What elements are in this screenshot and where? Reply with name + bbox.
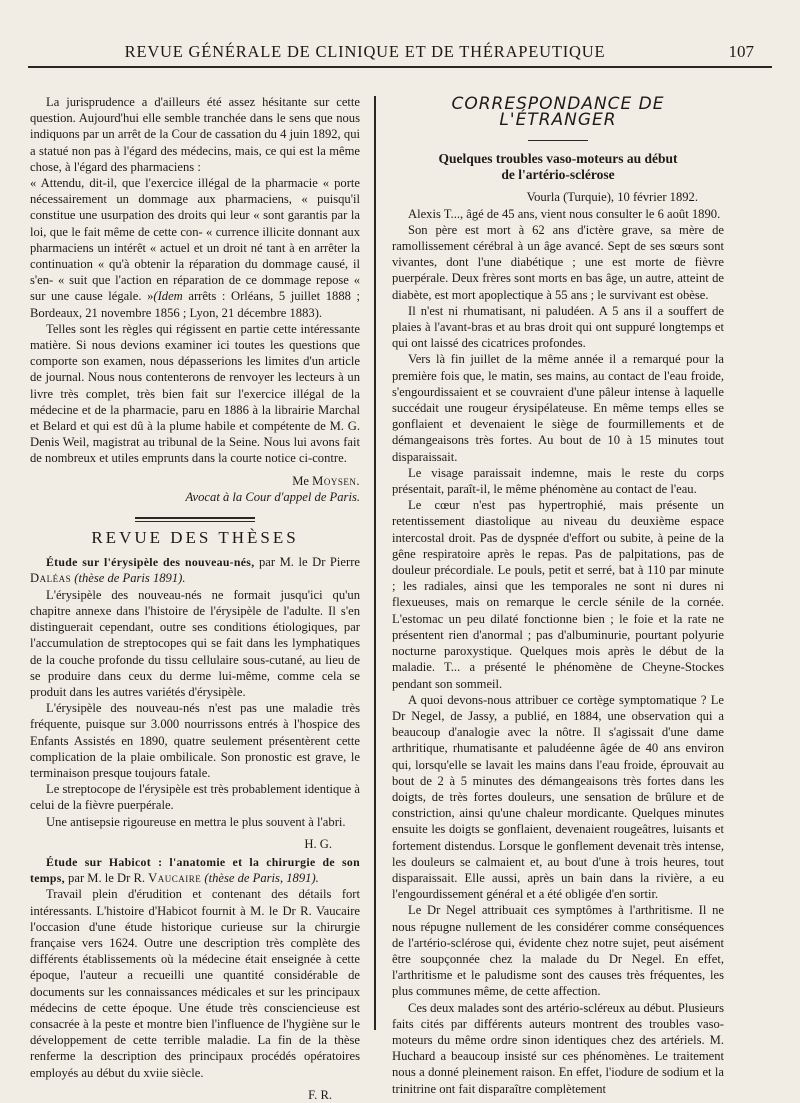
paragraph: Il n'est ni rhumatisant, ni paludéen. A 5 ans il a souffert de plaies à l'avant-bras et au bras droit qui ont suppuré longtemps et qui ont laissé des cicatrices profondes. bbox=[392, 303, 724, 351]
article-title-line-1: Quelques troubles vaso-moteurs au début bbox=[438, 151, 678, 167]
reviewer-initials: F. R. bbox=[308, 1087, 332, 1102]
article-title-line-2: de l'artério-sclérose bbox=[501, 167, 615, 183]
paragraph: L'érysipèle des nouveau-nés ne formait jusqu'ici qu'un chapitre annexe dans l'histoire de l'érysipèle de l'adulte. Il s'en distinguerait cependant, outre ses conditions étiologiques, par l'accumulation de streptocopes qui se fait dans les lymphatiques de la couche profonde du tissu cellulaire sous-cutané, au lieu de se produire dans ceux du derme lui-même, comme cela se produit dans les autres variétés d'érysipèle. bbox=[30, 587, 360, 699]
these-entry-2 bbox=[30, 854, 360, 886]
reviewer-initials: H. G. bbox=[304, 836, 332, 851]
these-ref: (thèse de Paris, 1891). bbox=[201, 871, 319, 886]
these-author: Daléas bbox=[30, 571, 72, 586]
running-title: REVUE GÉNÉRALE DE CLINIQUE ET DE THÉRAPEUTIQUE bbox=[124, 42, 606, 61]
section-title-theses: REVUE DES THÈSES bbox=[91, 528, 299, 548]
paragraph: Une antisepsie rigoureuse en mettra le plus souvent à l'abri. bbox=[46, 814, 346, 829]
right-column bbox=[392, 94, 724, 1096]
section-rule-thin bbox=[135, 521, 255, 522]
paragraph: La jurisprudence a d'ailleurs été assez hésitante sur cette question. Aujourd'hui elle semble tranchée dans le sens que nous indiquons par un arrêt de la Cour de cassation du 4 juin 1892, qui a statué non pas à l'égard des médecins, mais, ce qui est la même chose, à l'égard des pharmaciens : bbox=[30, 95, 360, 174]
these-author: Vaucaire bbox=[148, 871, 202, 886]
quote-text: « Attendu, dit-il, que l'exercice illégal de la pharmacie « porte nécessairement un dommage aux pharmaciens, « puisqu'il constitue une usurpation des droits qui leur « sont garantis par la loi, que le fait même de cette con- « currence illicite donnant aux pharmaciens un intérêt « actuel et un droit né tant à en arrêter la continuation « qu'à obtenir la réparation du dommage causé, il s'en- « suit que l'action en réparation de ce dommage repose « sur une cause légale. » bbox=[30, 176, 360, 304]
these-title: Étude sur l'érysipèle des nouveau-nés, bbox=[46, 555, 255, 570]
paragraph: Vers là fin juillet de la même année il a remarqué pour la première fois que, le matin, ses mains, au contact de l'eau froide, s'engourdissaient et se couvraient d'une pâleur intense à laquelle succédait une rougeur érysipélateuse. En même temps elles se gonflaient et devenaient le siège de fourmillements et de démangeaisons très fortes. Au bout de 10 à 15 minutes tout disparaissait. bbox=[392, 352, 724, 464]
quote-ref: arrêts : Orléans, 5 juillet 1888 ; Bordeaux, 21 novembre 1856 ; Lyon, 21 décembre 1883). bbox=[30, 289, 360, 320]
these-title: Étude sur Habicot : l'anatomie et la chirurgie de son temps, bbox=[30, 854, 360, 886]
running-header bbox=[28, 30, 772, 68]
paragraph: Le Dr Negel attribuait ces symptômes à l'arthritisme. Il ne nous répugne nullement de les considérer comme conséquences de l'artério-sclérose qui, évidente chez notre sujet, peut aisément être soupçonnée chez la malade du Dr Negel. En effet, l'arthritisme et le paludisme sont des causes très fréquentes, les plus communes même, de cette affection. bbox=[392, 903, 724, 999]
paragraph: Le streptocope de l'érysipèle est très probablement identique à celui de la fièvre puerpérale. bbox=[30, 782, 360, 813]
article-title bbox=[392, 151, 724, 183]
these-entry-1 bbox=[30, 554, 360, 586]
section-title-correspondance: CORRESPONDANCE DE L'ÉTRANGER bbox=[451, 94, 665, 131]
left-column bbox=[30, 94, 360, 1102]
these-by: par M. le Dr R. bbox=[64, 871, 149, 886]
these-by: par M. le Dr Pierre bbox=[254, 555, 360, 570]
paragraph: Le visage paraissait indemne, mais le reste du corps présentait, paraît-il, le même phénomène au contact de l'eau. bbox=[392, 465, 724, 497]
quote-ref-italic: (Idem bbox=[153, 289, 183, 304]
paragraph: L'érysipèle des nouveau-nés n'est pas une maladie très fréquente, puisque sur 3.000 nourrissons entrés à l'hospice des Enfants Assistés en 1890, quatre seulement présentèrent cette complication de la plaie ombilicale. Son pronostic est grave, le terminaison presque toujours fatale. bbox=[30, 701, 360, 780]
court-quote bbox=[30, 175, 360, 321]
signature-prefix: Me bbox=[292, 473, 313, 488]
author-title: Avocat à la Cour d'appel de Paris. bbox=[185, 489, 360, 504]
signature-name: Moysen. bbox=[312, 473, 360, 488]
paragraph: Telles sont les règles qui régissent en partie cette intéressante matière. Si nous devions examiner ici toutes les questions que comporte son examen, nous dépasserions les limites d'un article de journal. Nous nous contenterons de renvoyer les lecteurs à un livre très complet, très bien fait sur l'exercice illégal de la médecine et de la pharmacie, paru en 1886 à la librairie Marchal et Belard et qui est dû à la plume habile et compétente de M. G. Denis Weil, magistrat au tribunal de la Seine. Nous lui avons fait de nombreux et utiles emprunts dans la courte notice ci-contre. bbox=[30, 321, 360, 466]
column-divider bbox=[374, 96, 376, 1030]
paragraph: Son père est mort à 62 ans d'ictère grave, sa mère de ramollissement cérébral à un âge avancé. Sept de ses sœurs sont vivantes, dont l'une diabétique ; une est morte de fièvre puerpérale. Deux frères sont morts en bas âge, un autre, atteint de diabète, est mort apoplectique à 55 ans ; le survivant est obèse. bbox=[392, 222, 724, 302]
paragraph: Travail plein d'érudition et contenant des détails fort intéressants. L'histoire d'Habicot fournit à M. le Dr R. Vaucaire l'occasion d'une étude historique curieuse sur la chirurgie française vers 1624. Outre une description très complète des différents établissements où la médecine était enseignée à cette époque, l'auteur a recueilli une quantité considérable de documents sur les connaissances médicales et sur les principaux médecins de cette époque. Une étude très consciencieuse est consacrée à la peste et montre bien l'influence de l'hygiène sur le développement de cette terrible maladie. La fin de la thèse renferme la description des principaux procédés opératoires employés au début du xviie siècle. bbox=[30, 887, 360, 1080]
author-signature bbox=[30, 473, 360, 489]
page-number: 107 bbox=[728, 42, 754, 61]
paragraph: Ces deux malades sont des artério-scléreux au début. Plusieurs faits cités par différents auteurs montrent des troubles vaso-moteurs du même ordre sinon identiques chez des artériels. M. Huchard a beaucoup insisté sur ces phénomènes. Le traitement nous a donné pleinement raison. En effet, l'iodure de sodium et la trinitrine ont fait disparaître complètement bbox=[392, 1000, 724, 1096]
dateline: Vourla (Turquie), 10 février 1892. bbox=[526, 190, 698, 205]
paragraph: Alexis T..., âgé de 45 ans, vient nous consulter le 6 août 1890. bbox=[408, 206, 721, 221]
paragraph: Le cœur n'est pas hypertrophié, mais présente un retentissement diastolique au niveau du deuxième espace intercostal droit. Pas de dyspnée d'effort ou subite, à peine de la gêne respiratoire après le repas. Pas de palpitations, pas de douleur précordiale. Le pouls, petit et serré, bat à 110 par minute ; les radiales, ainsi que les temporales ne sont ni dures ni flexueuses, mais on remarque le cercle sénile de la cornée. L'estomac un peu dilaté fonctionne bien ; le foie et la rate ne présentent rien d'anormal ; pas d'albuminurie, pourtant polyurie nocturne paroxystique. Quelques mois après le début de la maladie. T... a présenté le phénomène de Cheyne-Stockes pendant son sommeil. bbox=[392, 498, 724, 691]
section-rule bbox=[135, 517, 255, 519]
these-ref: (thèse de Paris 1891). bbox=[71, 571, 186, 586]
title-rule bbox=[528, 140, 588, 141]
paragraph: A quoi devons-nous attribuer ce cortège symptomatique ? Le Dr Negel, de Jassy, a publié, en 1884, une observation qui a beaucoup d'analogie avec la nôtre. Il s'agissait d'une dame arthritique, rhumatisante et paludéenne âgée de 40 ans environ qui, lorsqu'elle se lavait les mains dans l'eau froide, éprouvait au bout de 2 à 5 minutes des démangeaisons très fortes dans les doigts, de très fortes douleurs, une sensation de brûlure et de constriction, ainsi qu'une chaleur mordicante. Quelques minutes ensuite les doigts se gonflaient, devenaient rougeâtres, luisants et fortement distendus. Lorsque le gonflement devenait très intense, les douleurs se calmaient et, au bout d'une à trois heures, tout disparaissait. Elle aussi, après un bain dans la rivière, a eu l'engourdissement général et a été obligée d'en sortir. bbox=[392, 692, 724, 902]
